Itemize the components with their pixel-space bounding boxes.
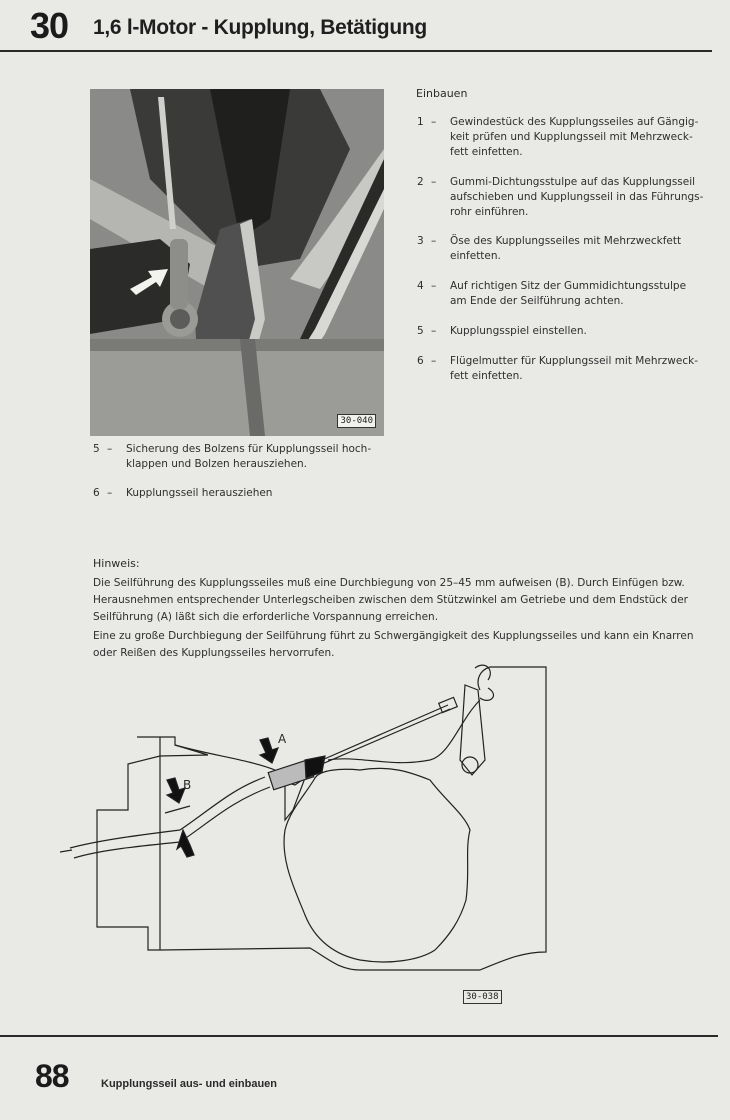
install-step-6	[417, 354, 717, 386]
footer-section-title: Kupplungsseil aus- und einbauen	[101, 1078, 278, 1090]
diagram-drawing	[60, 660, 560, 1010]
step-dash: –	[431, 176, 437, 188]
step-number: 6	[417, 355, 424, 367]
step-text: Sicherung des Bolzens für Kupplungsseil hoch- klappen und Bolzen herausziehen.	[126, 443, 372, 470]
photo-illustration	[90, 89, 384, 436]
callout-a: A	[278, 732, 287, 746]
step-dash: –	[431, 355, 437, 367]
step-number: 3	[417, 235, 424, 247]
install-step-4	[417, 279, 717, 311]
install-step-3	[417, 234, 717, 266]
install-step-5	[417, 324, 717, 340]
step-number: 6	[93, 487, 100, 499]
chapter-number: 30	[30, 5, 69, 46]
step-text: Gummi-Dichtungsstulpe auf das Kupplungsseil aufschieben und Kupplungsseil in das Führungs- rohr einführen.	[450, 176, 704, 218]
step-dash: –	[107, 487, 113, 499]
step-text: Auf richtigen Sitz der Gummidichtungsstulpe am Ende der Seilführung achten.	[450, 280, 687, 307]
removal-step-6	[93, 486, 393, 502]
callout-b: B	[183, 778, 192, 792]
step-text: Kupplungsseil herausziehen	[126, 487, 273, 499]
step-number: 5	[93, 443, 100, 455]
step-dash: –	[431, 235, 437, 247]
step-dash: –	[431, 280, 437, 292]
removal-step-5	[93, 442, 393, 474]
step-dash: –	[431, 116, 437, 128]
arrow-a-icon	[260, 738, 278, 763]
header-rule	[0, 50, 712, 52]
step-dash: –	[107, 443, 113, 455]
step-number: 4	[417, 280, 424, 292]
step-text: Öse des Kupplungsseiles mit Mehrzweckfett einfetten.	[450, 235, 682, 262]
clutch-cable-photo	[90, 89, 384, 436]
chapter-title: 1,6 l-Motor - Kupplung, Betätigung	[93, 16, 427, 39]
note-paragraph-2: Eine zu große Durchbiegung der Seilführung führt zu Schwergängigkeit des Kupplungsseiles und kann ein Knarren oder Reißen des Kupplungsseiles hervorrufen.	[93, 630, 694, 659]
clutch-cable-diagram	[60, 660, 560, 1010]
step-number: 1	[417, 116, 424, 128]
note-paragraph-1: Die Seilführung des Kupplungsseiles muß eine Durchbiegung von 25–45 mm aufweisen (B). Durch Einfügen bzw. Herausnehmen entsprechender Unterlegscheiben zwischen dem Stützwinkel am Getriebe und dem Endstück der Seilführung (A) läßt sich die erforderliche Vorspannung erreichen.	[93, 577, 688, 623]
install-heading: Einbauen	[416, 87, 468, 100]
install-step-2	[417, 175, 717, 223]
step-number: 2	[417, 176, 424, 188]
step-number: 5	[417, 325, 424, 337]
page-number: 88	[35, 1058, 69, 1094]
step-text: Kupplungsspiel einstellen.	[450, 325, 587, 337]
step-dash: –	[431, 325, 437, 337]
note-heading: Hinweis:	[93, 557, 140, 570]
photo-figure-label: 30-040	[337, 414, 376, 428]
install-step-1	[417, 115, 717, 163]
step-text: Gewindestück des Kupplungsseiles auf Gängig- keit prüfen und Kupplungsseil mit Mehrzweck- fett einfetten.	[450, 116, 699, 158]
diagram-figure-label: 30-038	[463, 990, 502, 1004]
footer-rule	[0, 1035, 718, 1037]
step-text: Flügelmutter für Kupplungsseil mit Mehrzweck- fett einfetten.	[450, 355, 698, 382]
